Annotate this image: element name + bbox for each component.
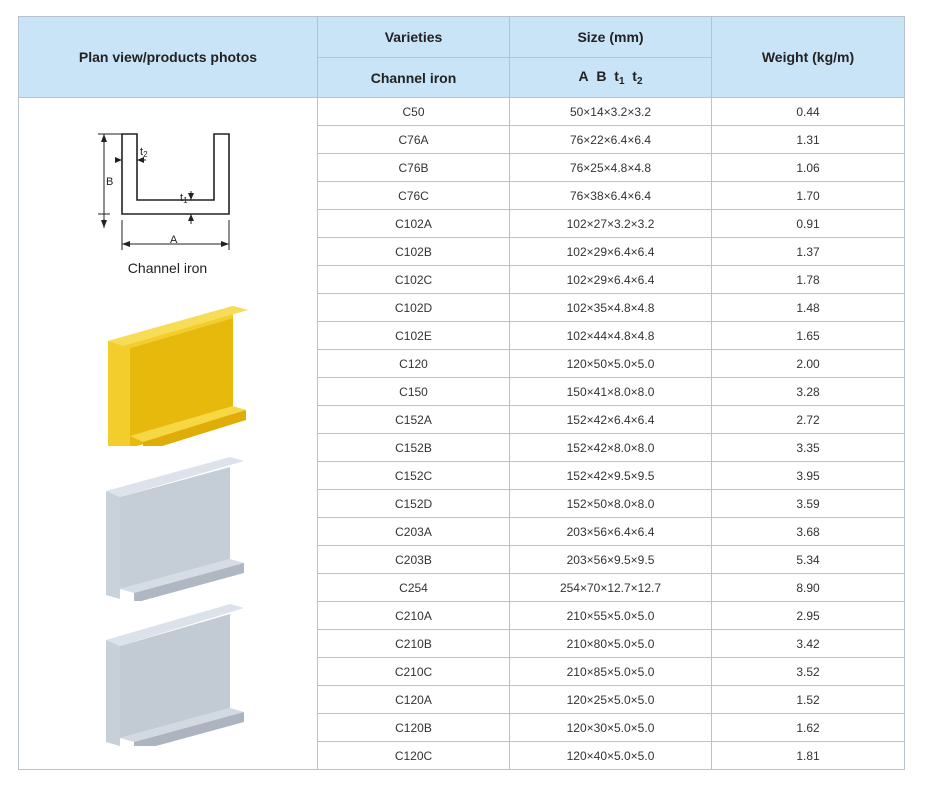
size-cell: 120×50×5.0×5.0: [510, 350, 712, 378]
dim-t2: $t_2$: [632, 68, 643, 87]
weight-cell: 1.70: [712, 182, 905, 210]
variety-cell: C152C: [318, 462, 510, 490]
weight-cell: 1.06: [712, 154, 905, 182]
variety-cell: C102C: [318, 266, 510, 294]
grey-channel-photo-2: [18, 596, 317, 746]
size-cell: 76×25×4.8×4.8: [510, 154, 712, 182]
size-cell: 120×30×5.0×5.0: [510, 714, 712, 742]
dim-t1: $t_1$: [614, 68, 625, 87]
dim-b: B: [596, 68, 607, 84]
diagram-caption: Channel iron: [127, 260, 208, 276]
variety-cell: C120B: [318, 714, 510, 742]
variety-cell: C203B: [318, 546, 510, 574]
weight-cell: 1.78: [712, 266, 905, 294]
size-cell: 120×40×5.0×5.0: [510, 742, 712, 770]
yellow-channel-photo: [18, 296, 317, 446]
weight-cell: 2.00: [712, 350, 905, 378]
weight-cell: 3.59: [712, 490, 905, 518]
weight-cell: 2.95: [712, 602, 905, 630]
size-cell: 120×25×5.0×5.0: [510, 686, 712, 714]
weight-cell: 3.68: [712, 518, 905, 546]
size-cell: 254×70×12.7×12.7: [510, 574, 712, 602]
variety-cell: C76A: [318, 126, 510, 154]
diagram-label-t1: t1: [180, 192, 188, 205]
variety-cell: C120A: [318, 686, 510, 714]
variety-cell: C210A: [318, 602, 510, 630]
size-header: Size (mm): [510, 17, 712, 58]
weight-cell: 0.44: [712, 98, 905, 126]
variety-cell: C120: [318, 350, 510, 378]
channel-cross-section-diagram: [18, 96, 317, 276]
size-cell: 203×56×9.5×9.5: [510, 546, 712, 574]
size-cell: 152×50×8.0×8.0: [510, 490, 712, 518]
size-cell: 102×27×3.2×3.2: [510, 210, 712, 238]
weight-cell: 1.62: [712, 714, 905, 742]
channel-iron-subheader: Channel iron: [318, 58, 510, 98]
weight-cell: 1.48: [712, 294, 905, 322]
variety-cell: C102A: [318, 210, 510, 238]
size-cell: 76×38×6.4×6.4: [510, 182, 712, 210]
dimension-subheader: [510, 58, 712, 98]
size-cell: 152×42×9.5×9.5: [510, 462, 712, 490]
weight-cell: 3.95: [712, 462, 905, 490]
weight-cell: 0.91: [712, 210, 905, 238]
variety-cell: C152A: [318, 406, 510, 434]
variety-cell: C102E: [318, 322, 510, 350]
weight-cell: 3.42: [712, 630, 905, 658]
weight-cell: 1.65: [712, 322, 905, 350]
size-cell: 150×41×8.0×8.0: [510, 378, 712, 406]
weight-cell: 3.35: [712, 434, 905, 462]
weight-cell: 1.37: [712, 238, 905, 266]
size-cell: 152×42×6.4×6.4: [510, 406, 712, 434]
dim-a: A: [578, 68, 589, 84]
weight-cell: 8.90: [712, 574, 905, 602]
diagram-label-b: B: [106, 176, 114, 188]
plan-view-header: Plan view/products photos: [19, 17, 318, 98]
variety-cell: C210B: [318, 630, 510, 658]
size-cell: 203×56×6.4×6.4: [510, 518, 712, 546]
size-cell: 210×85×5.0×5.0: [510, 658, 712, 686]
weight-cell: 3.52: [712, 658, 905, 686]
diagram-label-t2: t2: [140, 146, 148, 159]
diagram-label-a: A: [170, 234, 178, 246]
size-cell: 152×42×8.0×8.0: [510, 434, 712, 462]
weight-cell: 3.28: [712, 378, 905, 406]
size-cell: 102×44×4.8×4.8: [510, 322, 712, 350]
left-column-art: [18, 96, 317, 768]
weight-cell: 1.52: [712, 686, 905, 714]
size-cell: 50×14×3.2×3.2: [510, 98, 712, 126]
variety-cell: C50: [318, 98, 510, 126]
size-cell: 102×29×6.4×6.4: [510, 238, 712, 266]
weight-cell: 2.72: [712, 406, 905, 434]
variety-cell: C102B: [318, 238, 510, 266]
weight-header: Weight (kg/m): [712, 17, 905, 98]
grey-channel-photo-1: [18, 451, 317, 601]
variety-cell: C152D: [318, 490, 510, 518]
variety-cell: C150: [318, 378, 510, 406]
variety-cell: C76B: [318, 154, 510, 182]
variety-cell: C210C: [318, 658, 510, 686]
size-cell: 102×35×4.8×4.8: [510, 294, 712, 322]
variety-cell: C102D: [318, 294, 510, 322]
variety-cell: C203A: [318, 518, 510, 546]
variety-cell: C76C: [318, 182, 510, 210]
size-cell: 102×29×6.4×6.4: [510, 266, 712, 294]
variety-cell: C254: [318, 574, 510, 602]
weight-cell: 1.31: [712, 126, 905, 154]
size-cell: 210×80×5.0×5.0: [510, 630, 712, 658]
variety-cell: C152B: [318, 434, 510, 462]
weight-cell: 1.81: [712, 742, 905, 770]
varieties-header: Varieties: [318, 17, 510, 58]
size-cell: 76×22×6.4×6.4: [510, 126, 712, 154]
variety-cell: C120C: [318, 742, 510, 770]
size-cell: 210×55×5.0×5.0: [510, 602, 712, 630]
weight-cell: 5.34: [712, 546, 905, 574]
